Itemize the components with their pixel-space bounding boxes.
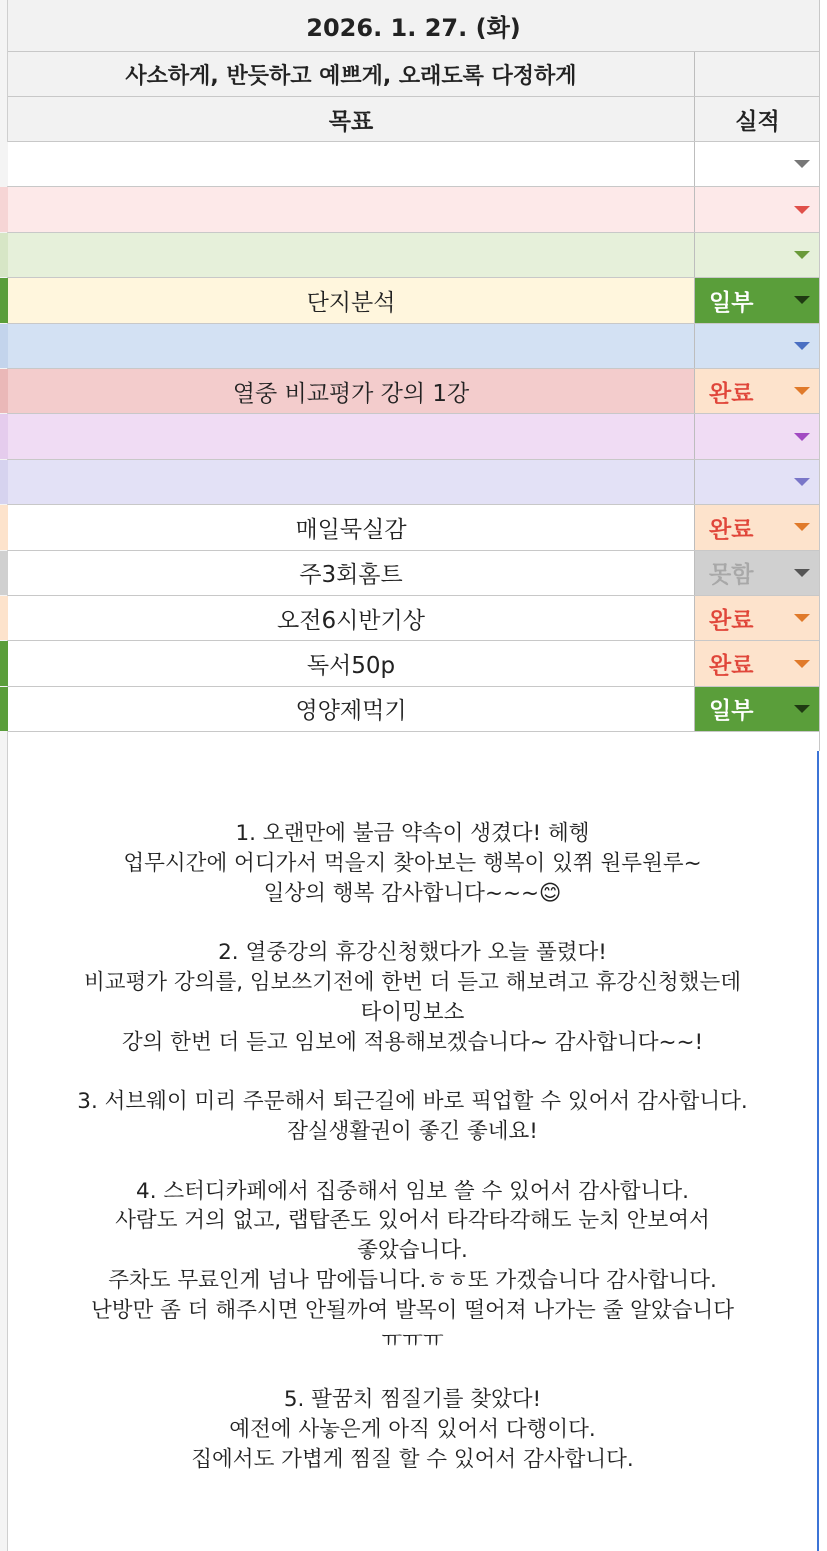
result-dropdown[interactable] [695, 551, 820, 595]
motto-row[interactable] [8, 52, 827, 97]
row-color-marker [0, 369, 8, 413]
dropdown-arrow-icon[interactable] [794, 569, 810, 577]
goal-text: 열중 비교평가 강의 1강 [232, 380, 470, 407]
gratitude-journal-cell[interactable] [8, 751, 819, 1551]
goal-row [8, 641, 827, 686]
goal-row [8, 687, 827, 732]
goal-cell[interactable] [8, 369, 695, 413]
dropdown-arrow-icon[interactable] [794, 478, 810, 486]
goal-text: 주3회홈트 [299, 562, 403, 589]
goal-cell[interactable] [8, 687, 695, 731]
result-dropdown[interactable] [695, 505, 820, 549]
goal-text: 단지분석 [306, 289, 396, 316]
result-value: 완료 [709, 380, 754, 407]
result-dropdown[interactable] [695, 233, 820, 277]
goal-cell[interactable] [8, 278, 695, 322]
dropdown-arrow-icon[interactable] [794, 433, 810, 441]
gratitude-journal-text: 1. 오랜만에 불금 약속이 생겼다! 헤헹 업무시간에 어디가서 먹을지 찾아보는 행복이 있쮜 원루원루~ 일상의 행복 감사합니다~~~😊 2. 열중강의 휴강신청했다가 오늘 풀렸다! 비교평가 강의를, 임보쓰기전에 한번 더 듣고 해보려고 휴강신청했는데 타이밍보소 강의 한번 더 듣고 임보에 적용해보겠습니다~ 감사합니다~~! 3. 서브웨이 미리 주문해서 퇴근길에 바로 픽업할 수 있어서 감사합니다. 잠실생활권이 좋긴 좋네요! 4. 스터디카페에서 집중해서 임보 쓸 수 있어서 감사합니다. 사람도 거의 없고, 랩탑존도 있어서 타각타각해도 눈치 안보여서 좋았습니다. 주차도 무료인게 넘나 맘에듭니다.ㅎㅎ또 가겠습니다 감사합니다. 난방만 좀 더 해주시면 안될까여 발목이 떨어져 나가는 줄 알았습니다 ㅠㅠㅠ 5. 팔꿈치 찜질기를 찾았다! 예전에 사놓은게 아직 있어서 다행이다. 집에서도 가볍게 찜질 할 수 있어서 감사합니다. [77, 821, 748, 1472]
date-cell[interactable] [8, 0, 819, 51]
goal-row [8, 324, 827, 369]
goal-row [8, 278, 827, 323]
row-color-marker [0, 505, 8, 549]
dropdown-arrow-icon[interactable] [794, 296, 810, 304]
goal-cell[interactable] [8, 505, 695, 549]
dropdown-arrow-icon[interactable] [794, 614, 810, 622]
goal-row [8, 505, 827, 550]
row-color-marker [0, 278, 8, 322]
dropdown-arrow-icon[interactable] [794, 160, 810, 168]
result-column-header[interactable] [695, 97, 820, 141]
row-color-marker [0, 233, 8, 277]
goal-cell[interactable] [8, 551, 695, 595]
goal-row [8, 142, 827, 187]
goal-cell[interactable] [8, 324, 695, 368]
dropdown-arrow-icon[interactable] [794, 387, 810, 395]
goal-row [8, 369, 827, 414]
result-value: 완료 [709, 607, 754, 634]
result-dropdown[interactable] [695, 596, 820, 640]
dropdown-arrow-icon[interactable] [794, 705, 810, 713]
goal-cell[interactable] [8, 414, 695, 458]
result-dropdown[interactable] [695, 278, 820, 322]
row-color-marker [0, 142, 8, 186]
result-value: 일부 [709, 698, 754, 725]
dropdown-arrow-icon[interactable] [794, 342, 810, 350]
next-column-strip [819, 0, 827, 751]
goal-cell[interactable] [8, 596, 695, 640]
result-dropdown[interactable] [695, 187, 820, 231]
goal-cell[interactable] [8, 142, 695, 186]
goal-row [8, 187, 827, 232]
result-dropdown[interactable] [695, 687, 820, 731]
goal-row [8, 460, 827, 505]
result-value: 일부 [709, 289, 754, 316]
dropdown-arrow-icon[interactable] [794, 660, 810, 668]
result-value: 못함 [709, 562, 754, 589]
result-dropdown[interactable] [695, 142, 820, 186]
dropdown-arrow-icon[interactable] [794, 251, 810, 259]
goal-row [8, 233, 827, 278]
result-value: 완료 [709, 516, 754, 543]
goal-text: 독서50p [306, 653, 396, 680]
column-header-row [8, 97, 827, 142]
goal-row [8, 551, 827, 596]
goal-text: 영양제먹기 [295, 698, 407, 725]
goal-text: 매일묵실감 [295, 516, 407, 543]
goal-cell[interactable] [8, 460, 695, 504]
result-value: 완료 [709, 653, 754, 680]
result-dropdown[interactable] [695, 324, 820, 368]
row-color-marker [0, 596, 8, 640]
goal-cell[interactable] [8, 641, 695, 685]
row-color-marker [0, 551, 8, 595]
dropdown-arrow-icon[interactable] [794, 523, 810, 531]
row-color-marker [0, 460, 8, 504]
goal-column-header[interactable] [8, 97, 695, 141]
goal-row [8, 414, 827, 459]
result-dropdown[interactable] [695, 460, 820, 504]
goal-cell[interactable] [8, 233, 695, 277]
row-color-marker [0, 187, 8, 231]
goal-header-label: 목표 [328, 108, 374, 135]
row-color-marker [0, 414, 8, 458]
motto-text: 사소하게, 반듯하고 예쁘게, 오래도록 다정하게 [125, 63, 577, 89]
result-dropdown[interactable] [695, 414, 820, 458]
date-text: 2026. 1. 27. (화) [306, 14, 521, 42]
motto-cell[interactable] [8, 52, 695, 96]
result-dropdown[interactable] [695, 641, 820, 685]
dropdown-arrow-icon[interactable] [794, 206, 810, 214]
goal-row [8, 596, 827, 641]
row-color-marker [0, 687, 8, 731]
date-row[interactable] [8, 0, 827, 52]
row-color-marker [0, 324, 8, 368]
goal-cell[interactable] [8, 187, 695, 231]
result-header-label: 실적 [735, 108, 780, 135]
goal-text: 오전6시반기상 [277, 607, 425, 634]
row-color-marker [0, 641, 8, 685]
result-dropdown[interactable] [695, 369, 820, 413]
